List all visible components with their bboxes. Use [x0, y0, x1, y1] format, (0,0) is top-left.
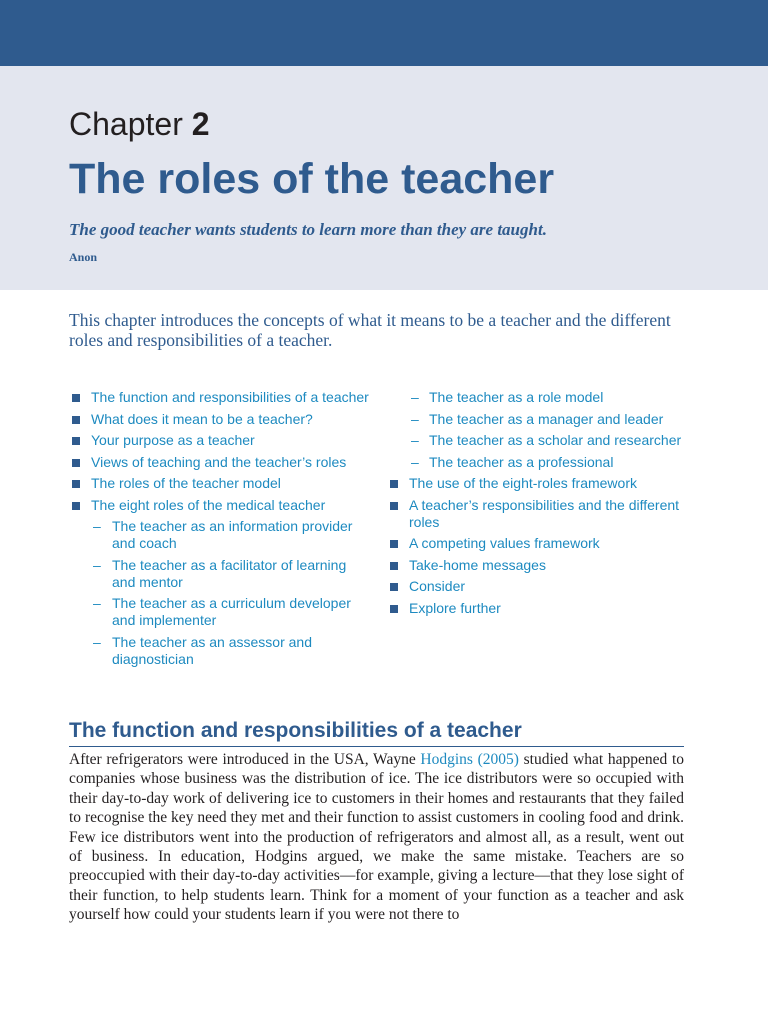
chapter-title: The roles of the teacher: [69, 155, 555, 203]
citation-link[interactable]: Hodgins (2005): [420, 751, 519, 768]
contents-item[interactable]: A competing values framework: [389, 535, 699, 552]
contents-item[interactable]: The eight roles of the medical teacher: [71, 497, 371, 514]
contents-subitem[interactable]: – The teacher as a facilitator of learning and mentor: [71, 557, 371, 591]
contents-item[interactable]: Explore further: [389, 600, 699, 617]
contents-item[interactable]: The roles of the teacher model: [71, 475, 371, 492]
contents-item[interactable]: What does it mean to be a teacher?: [71, 411, 371, 428]
contents-item[interactable]: Consider: [389, 578, 699, 595]
chapter-intro: This chapter introduces the concepts of what it means to be a teacher and the different roles and responsibilities of a teacher.: [69, 310, 671, 350]
chapter-number: 2: [191, 106, 210, 142]
contents-subitem[interactable]: – The teacher as a role model: [389, 389, 699, 406]
paragraph-text-rest: studied what happened to companies whose business was the distribution of ice. The ice distributors were so occupied with their day-to-day work of delivering ice to customers in their homes and restaurants that they failed to recognise the key need they met and their function to assist customers in cooling food and drink. Few ice distributors went into the production of refrigerators and almost all, as a result, went out of business. In education, Hodgins argued, we make the same mistake. Teachers are so preoccupied with their day-to-day activities—for example, giving a lecture—that they lose sight of their function, to help students learn. Think for a moment of your function as a teacher and ask yourself how could your students learn if you were not there to: [69, 751, 685, 924]
chapter-label: [69, 104, 210, 144]
section-paragraph: [69, 750, 684, 925]
epigraph-quote: The good teacher wants students to learn more than they are taught.: [69, 220, 547, 239]
contents-list-right: [389, 389, 699, 621]
contents-subitem[interactable]: – The teacher as a manager and leader: [389, 411, 699, 428]
chapter-label-word: Chapter: [69, 106, 183, 142]
contents-list-left: [71, 389, 371, 672]
contents-subitem[interactable]: – The teacher as a scholar and researcher: [389, 432, 699, 449]
contents-item[interactable]: The function and responsibilities of a teacher: [71, 389, 371, 406]
contents-item[interactable]: Your purpose as a teacher: [71, 432, 371, 449]
contents-item[interactable]: The use of the eight-roles framework: [389, 475, 699, 492]
paragraph-text-start: After refrigerators were introduced in the USA, Wayne: [69, 751, 421, 768]
section-heading: The function and responsibilities of a teacher: [69, 717, 684, 747]
contents-item[interactable]: Take-home messages: [389, 557, 699, 574]
contents-subitem[interactable]: – The teacher as an assessor and diagnostician: [71, 634, 371, 668]
contents-subitem[interactable]: – The teacher as a curriculum developer and implementer: [71, 595, 371, 629]
contents-subitem[interactable]: – The teacher as an information provider and coach: [71, 518, 371, 552]
contents-item[interactable]: Views of teaching and the teacher’s roles: [71, 454, 371, 471]
contents-item[interactable]: A teacher’s responsibilities and the different roles: [389, 497, 699, 531]
top-color-bar: [0, 0, 768, 66]
epigraph-source: Anon: [69, 250, 98, 264]
contents-subitem[interactable]: – The teacher as a professional: [389, 454, 699, 471]
